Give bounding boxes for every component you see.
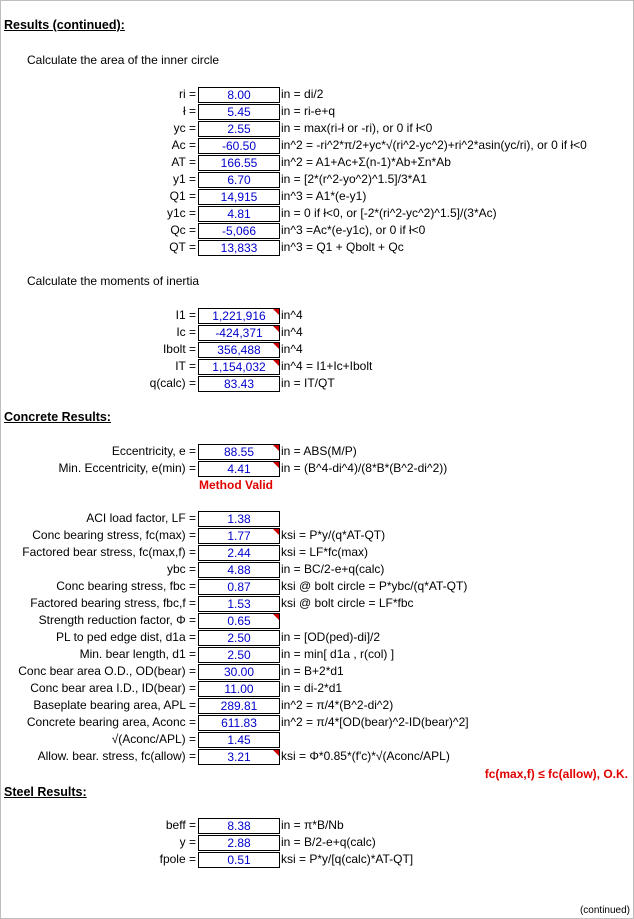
row-label: Eccentricity, e =	[111, 444, 196, 458]
value-cell[interactable]	[198, 121, 280, 137]
value-text: -5,066	[221, 224, 257, 238]
row-label: Allow. bear. stress, fc(allow) =	[37, 749, 196, 763]
row-formula: in = di-2*d1	[281, 681, 343, 695]
value-cell[interactable]	[198, 308, 280, 324]
value-cell[interactable]	[198, 613, 280, 629]
value-cell[interactable]	[198, 630, 280, 646]
inner-circle-heading: Calculate the area of the inner circle	[27, 53, 220, 67]
value-cell[interactable]	[198, 87, 280, 103]
value-cell[interactable]	[198, 155, 280, 171]
row-label: QT =	[169, 240, 196, 254]
value-text: 0.87	[227, 580, 251, 594]
moments-heading: Calculate the moments of inertia	[27, 274, 200, 288]
check-status: fc(max,f) ≤ fc(allow), O.K.	[484, 767, 628, 781]
row-label: y =	[179, 835, 196, 849]
value-text: 1.77	[227, 529, 251, 543]
value-text: 2.44	[227, 546, 251, 560]
value-cell[interactable]	[198, 562, 280, 578]
row-formula: in = π*B/Nb	[281, 818, 344, 832]
row-label: yc =	[173, 121, 196, 135]
row-formula: ksi = Φ*0.85*(f'c)*√(Aconc/APL)	[281, 749, 450, 763]
row-formula: in^2 = A1+Ac+Σ(n-1)*Ab+Σn*Ab	[281, 155, 451, 169]
row-label: Ibolt =	[162, 342, 196, 356]
value-cell[interactable]	[198, 138, 280, 154]
value-cell[interactable]	[198, 715, 280, 731]
value-cell[interactable]	[198, 172, 280, 188]
value-text: 356,488	[217, 343, 261, 357]
row-formula: in^4	[281, 342, 303, 356]
row-formula: in = (B^4-di^4)/(8*B*(B^2-di^2))	[281, 461, 448, 475]
steel-results-heading: Steel Results:	[4, 785, 87, 799]
row-formula: in = max(ri-ł or -ri), or 0 if ł<0	[281, 121, 433, 135]
row-label: Ac =	[171, 138, 196, 152]
row-label: Qc =	[170, 223, 196, 237]
value-text: 0.51	[227, 853, 251, 867]
row-label: fpole =	[159, 852, 196, 866]
value-cell[interactable]	[198, 376, 280, 392]
row-label: Q1 =	[169, 189, 196, 203]
row-label: √(Aconc/APL) =	[111, 732, 196, 746]
row-formula: in = ri-e+q	[281, 104, 336, 118]
value-cell[interactable]	[198, 698, 280, 714]
comment-indicator-icon	[273, 326, 279, 332]
comment-indicator-icon	[273, 529, 279, 535]
results-continued-heading: Results (continued):	[4, 18, 125, 32]
row-formula: in = B+2*d1	[281, 664, 344, 678]
row-label: beff =	[165, 818, 196, 832]
value-cell[interactable]	[198, 579, 280, 595]
value-cell[interactable]	[198, 325, 280, 341]
row-label: Conc bearing stress, fbc =	[56, 579, 196, 593]
row-formula: ksi = P*y/(q*AT-QT)	[281, 528, 386, 542]
value-cell[interactable]	[198, 681, 280, 697]
comment-indicator-icon	[273, 343, 279, 349]
value-cell[interactable]	[198, 835, 280, 851]
value-text: -424,371	[215, 326, 263, 340]
row-label: y1c =	[166, 206, 196, 220]
row-formula: in = IT/QT	[281, 376, 335, 390]
row-formula: in = [2*(r^2-yo^2)^1.5]/3*A1	[281, 172, 427, 186]
value-cell[interactable]	[198, 206, 280, 222]
value-cell[interactable]	[198, 359, 280, 375]
row-formula: in^4	[281, 325, 303, 339]
row-label: Concrete bearing area, Aconc =	[26, 715, 196, 729]
value-text: -60.50	[221, 139, 257, 153]
value-text: 2.50	[227, 631, 251, 645]
row-label: ACI load factor, LF =	[86, 511, 196, 525]
value-cell[interactable]	[198, 104, 280, 120]
row-label: q(calc) =	[149, 376, 196, 390]
value-text: 3.21	[227, 750, 251, 764]
comment-indicator-icon	[273, 445, 279, 451]
value-text: 6.70	[227, 173, 251, 187]
value-cell[interactable]	[198, 818, 280, 834]
row-label: IT =	[175, 359, 196, 373]
value-text: 2.55	[227, 122, 251, 136]
value-cell[interactable]	[198, 852, 280, 868]
row-formula: ksi = P*y/[q(calc)*AT-QT]	[281, 852, 414, 866]
value-cell[interactable]	[198, 528, 280, 544]
value-cell[interactable]	[198, 545, 280, 561]
value-text: 4.81	[227, 207, 251, 221]
value-cell[interactable]	[198, 444, 280, 460]
value-text: 5.45	[227, 105, 251, 119]
value-cell[interactable]	[198, 189, 280, 205]
value-text: 2.88	[227, 836, 251, 850]
row-label: ybc =	[166, 562, 196, 576]
row-label: y1 =	[172, 172, 196, 186]
value-text: 166.55	[220, 156, 258, 170]
value-cell[interactable]	[198, 647, 280, 663]
row-label: PL to ped edge dist, d1a =	[56, 630, 196, 644]
row-formula: in = ABS(M/P)	[281, 444, 357, 458]
value-text: 0.65	[227, 614, 251, 628]
row-label: Baseplate bearing area, APL =	[33, 698, 196, 712]
row-label: Min. bear length, d1 =	[79, 647, 196, 661]
row-formula: in = 0 if ł<0, or [-2*(ri^2-yc^2)^1.5]/(3*Ac)	[281, 206, 497, 220]
value-cell[interactable]	[198, 240, 280, 256]
row-label: Conc bear area I.D., ID(bear) =	[30, 681, 196, 695]
method-valid-note: Method Valid	[199, 478, 274, 492]
value-cell[interactable]	[198, 223, 280, 239]
row-formula: ksi @ bolt circle = P*ybc/(q*AT-QT)	[281, 579, 468, 593]
value-cell[interactable]	[198, 732, 280, 748]
concrete-results-heading: Concrete Results:	[4, 410, 111, 424]
value-cell[interactable]	[198, 511, 280, 527]
value-text: 88.55	[223, 445, 255, 459]
row-label: ri =	[178, 87, 196, 101]
value-cell[interactable]	[198, 749, 280, 765]
value-cell[interactable]	[198, 461, 280, 477]
comment-indicator-icon	[273, 309, 279, 315]
row-label: Conc bearing stress, fc(max) =	[32, 528, 196, 542]
value-text: 8.00	[227, 88, 251, 102]
row-formula: in^2 = π/4*(B^2-di^2)	[281, 698, 394, 712]
value-text: 4.88	[227, 563, 251, 577]
value-text: 1.53	[227, 597, 251, 611]
row-label: Conc bear area O.D., OD(bear) =	[18, 664, 196, 678]
value-text: 4.41	[227, 462, 251, 476]
comment-indicator-icon	[273, 360, 279, 366]
row-formula: in = BC/2-e+q(calc)	[281, 562, 385, 576]
comment-indicator-icon	[273, 462, 279, 468]
value-text: 8.38	[227, 819, 251, 833]
row-formula: in^4 = I1+Ic+Ibolt	[281, 359, 373, 373]
continued-note: (continued)	[579, 905, 630, 916]
value-text: 14,915	[220, 190, 258, 204]
row-formula: in^3 = A1*(e-y1)	[281, 189, 367, 203]
value-text: 289.81	[220, 699, 258, 713]
comment-indicator-icon	[273, 750, 279, 756]
value-text: 11.00	[224, 682, 254, 696]
row-formula: in = min[ d1a , r(col) ]	[281, 647, 395, 661]
row-label: AT =	[171, 155, 196, 169]
row-formula: in^2 = π/4*[OD(bear)^2-ID(bear)^2]	[281, 715, 469, 729]
row-formula: ksi = LF*fc(max)	[281, 545, 369, 559]
row-formula: in^3 = Q1 + Qbolt + Qc	[281, 240, 404, 254]
row-formula: in^4	[281, 308, 303, 322]
value-text: 83.43	[223, 377, 255, 391]
value-text: 611.83	[221, 716, 257, 730]
row-formula: in = [OD(ped)-di]/2	[281, 630, 381, 644]
row-formula: in = B/2-e+q(calc)	[281, 835, 376, 849]
value-cell[interactable]	[198, 596, 280, 612]
row-formula: in^2 = -ri^2*π/2+yc*√(ri^2-yc^2)+ri^2*asin(yc/ri), or 0 if ł<0	[281, 138, 587, 152]
row-formula: in = di/2	[281, 87, 324, 101]
value-text: 2.50	[227, 648, 251, 662]
value-text: 1,221,916	[212, 309, 266, 323]
row-formula: in^3 =Ac*(e-y1c), or 0 if ł<0	[281, 223, 426, 237]
row-label: Min. Eccentricity, e(min) =	[58, 461, 196, 475]
value-text: 13,833	[220, 241, 258, 255]
row-label: Ic =	[176, 325, 196, 339]
value-text: 1.45	[227, 733, 251, 747]
row-label: Factored bearing stress, fbc,f =	[30, 596, 196, 610]
value-text: 1,154,032	[212, 360, 266, 374]
row-label: I1 =	[175, 308, 196, 322]
row-label: Strength reduction factor, Φ =	[38, 613, 196, 627]
row-formula: ksi @ bolt circle = LF*fbc	[281, 596, 414, 610]
row-label: ł =	[182, 104, 196, 118]
value-cell[interactable]	[198, 342, 280, 358]
value-text: 30.00	[223, 665, 255, 679]
value-text: 1.38	[227, 512, 251, 526]
value-cell[interactable]	[198, 664, 280, 680]
comment-indicator-icon	[273, 614, 279, 620]
row-label: Factored bear stress, fc(max,f) =	[22, 545, 196, 559]
